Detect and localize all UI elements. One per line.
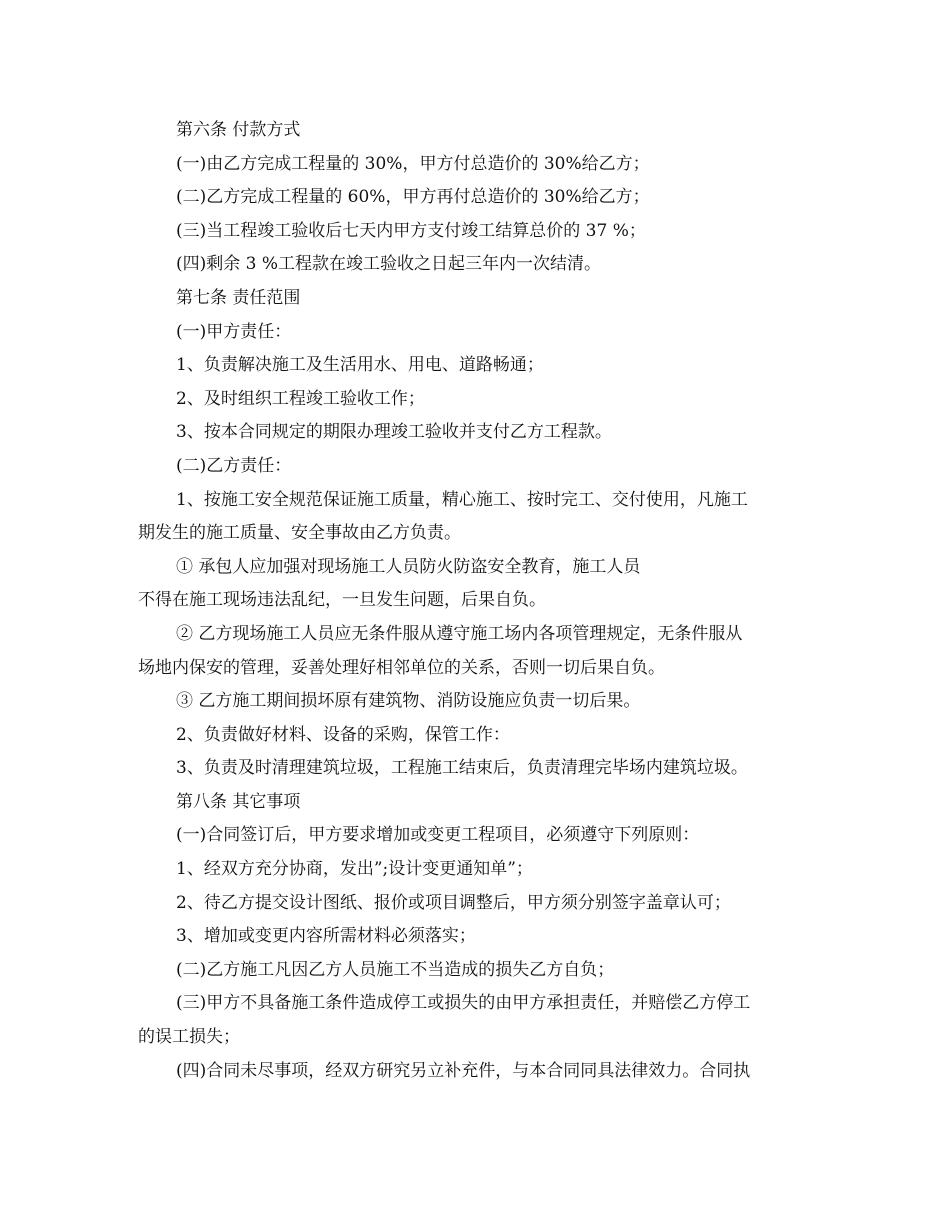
paragraph-line: 1、负责解决施工及生活用水、用电、道路畅通； <box>176 355 544 376</box>
paragraph-line: 场地内保安的管理，妥善处理好相邻单位的关系，否则一切后果自负。 <box>138 657 665 678</box>
section-heading-article-7: 第七条 责任范围 <box>176 287 301 308</box>
paragraph-line: 3、按本合同规定的期限办理竣工验收并支付乙方工程款。 <box>176 422 612 443</box>
paragraph-line: 1、经双方充分协商，发出”;设计变更通知单”； <box>176 859 533 880</box>
paragraph-line: (三)当工程竣工验收后七天内甲方支付竣工结算总价的 37 %； <box>176 220 646 241</box>
paragraph-line: (三)甲方不具备施工条件造成停工或损失的由甲方承担责任，并赔偿乙方停工 <box>176 993 751 1014</box>
section-heading-article-8: 第八条 其它事项 <box>176 791 301 812</box>
document-body <box>138 114 818 1088</box>
paragraph-line: 2、负责做好材料、设备的采购，保管工作： <box>176 724 510 745</box>
paragraph-line: (一)合同签订后，甲方要求增加或变更工程项目，必须遵守下列原则： <box>176 825 700 846</box>
paragraph-line: 的误工损失； <box>138 1027 240 1048</box>
paragraph-line: (一)由乙方完成工程量的 30%，甲方付总造价的 30%给乙方； <box>176 153 650 174</box>
paragraph-line: 3、负责及时清理建筑垃圾，工程施工结束后，负责清理完毕场内建筑垃圾。 <box>176 758 748 779</box>
paragraph-line: 2、待乙方提交设计图纸、报价或项目调整后，甲方须分别签字盖章认可； <box>176 892 731 913</box>
paragraph-line: 3、增加或变更内容所需材料必须落实； <box>176 926 476 947</box>
section-heading-article-6: 第六条 付款方式 <box>176 120 301 140</box>
subsection-heading: (一)甲方责任： <box>176 321 292 342</box>
paragraph-line: (二)乙方完成工程量的 60%，甲方再付总造价的 30%给乙方； <box>176 187 650 208</box>
paragraph-line: 不得在施工现场违法乱纪，一旦发生问题，后果自负。 <box>138 590 546 611</box>
paragraph-line: 1、按施工安全规范保证施工质量，精心施工、按时完工、交付使用，凡施工 <box>176 489 748 510</box>
paragraph-line: (四)剩余 3 %工程款在竣工验收之日起三年内一次结清。 <box>176 254 602 275</box>
paragraph-line: ① 承包人应加强对现场施工人员防火防盗安全教育，施工人员 <box>176 556 641 577</box>
paragraph-line: ③ 乙方施工期间损坏原有建筑物、消防设施应负责一切后果。 <box>176 691 641 712</box>
paragraph-line: 期发生的施工质量、安全事故由乙方负责。 <box>138 523 461 544</box>
paragraph-line: 2、及时组织工程竣工验收工作； <box>176 388 425 409</box>
paragraph-line: ② 乙方现场施工人员应无条件服从遵守施工场内各项管理规定，无条件服从 <box>176 623 743 644</box>
paragraph-line: (四)合同未尽事项，经双方研究另立补充件，与本合同同具法律效力。合同执 <box>176 1060 751 1081</box>
subsection-heading: (二)乙方责任： <box>176 455 292 476</box>
paragraph-line: (二)乙方施工凡因乙方人员施工不当造成的损失乙方自负； <box>176 959 615 980</box>
